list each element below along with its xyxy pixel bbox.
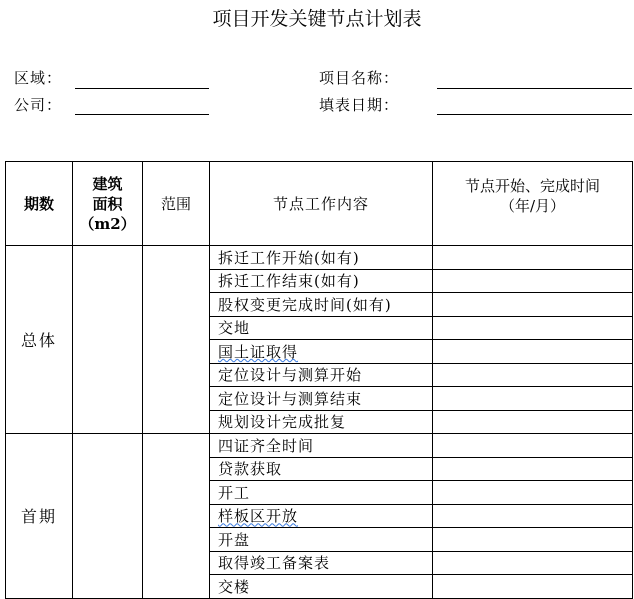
header-time-line1: 节点开始、完成时间 — [464, 177, 600, 195]
node-content-cell: 股权变更完成时间(如有) — [210, 293, 433, 317]
table-header-row — [6, 162, 633, 246]
node-content-cell: 拆迁工作开始(如有) — [210, 246, 433, 270]
header-content: 节点工作内容 — [210, 162, 433, 246]
node-time-cell[interactable] — [433, 504, 633, 528]
node-time-cell[interactable] — [433, 387, 633, 411]
node-time-cell[interactable] — [433, 528, 633, 552]
node-time-cell[interactable] — [433, 340, 633, 364]
node-content-cell: 定位设计与测算开始 — [210, 363, 433, 387]
header-area-line2: 面积 — [92, 194, 123, 213]
area-cell[interactable] — [73, 434, 143, 599]
header-time-line2: （年/月） — [499, 197, 566, 215]
node-content-cell — [210, 504, 433, 528]
node-content-cell: 取得竣工备案表 — [210, 551, 433, 575]
phase-cell-overall: 总体 — [6, 246, 73, 434]
header-time — [433, 162, 633, 246]
node-time-cell[interactable] — [433, 575, 633, 599]
node-content-cell: 交楼 — [210, 575, 433, 599]
header-phase: 期数 — [6, 162, 73, 246]
project-name-input-line[interactable] — [437, 88, 632, 89]
node-content-cell: 四证齐全时间 — [210, 434, 433, 458]
node-time-cell[interactable] — [433, 269, 633, 293]
node-content-cell: 拆迁工作结束(如有) — [210, 269, 433, 293]
node-time-cell[interactable] — [433, 481, 633, 505]
header-scope: 范围 — [143, 162, 210, 246]
node-time-cell[interactable] — [433, 363, 633, 387]
node-content-cell: 交地 — [210, 316, 433, 340]
node-time-cell[interactable] — [433, 457, 633, 481]
header-area-line3: （m2） — [79, 214, 136, 233]
node-time-cell[interactable] — [433, 316, 633, 340]
region-label: 区域： — [14, 69, 63, 87]
company-input-line[interactable] — [75, 114, 209, 115]
node-time-cell[interactable] — [433, 246, 633, 270]
area-cell[interactable] — [73, 246, 143, 434]
fill-date-input-line[interactable] — [437, 114, 632, 115]
table-body — [6, 246, 633, 599]
node-time-cell[interactable] — [433, 551, 633, 575]
node-content-text: 样板区开放 — [218, 507, 299, 526]
phase-cell-first: 首期 — [6, 434, 73, 599]
fill-date-label: 填表日期： — [319, 96, 400, 114]
node-content-cell: 开盘 — [210, 528, 433, 552]
header-area — [73, 162, 143, 246]
schedule-table — [5, 161, 633, 599]
node-time-cell[interactable] — [433, 434, 633, 458]
region-input-line[interactable] — [75, 88, 209, 89]
node-content-text: 国土证取得 — [218, 342, 299, 361]
node-time-cell[interactable] — [433, 293, 633, 317]
node-content-cell: 开工 — [210, 481, 433, 505]
table-row — [6, 434, 633, 458]
company-label: 公司： — [14, 96, 63, 114]
node-content-cell — [210, 340, 433, 364]
project-name-label: 项目名称： — [319, 69, 400, 87]
scope-cell[interactable] — [143, 434, 210, 599]
table-row — [6, 246, 633, 270]
node-content-cell: 贷款获取 — [210, 457, 433, 481]
header-area-line1: 建筑 — [92, 174, 123, 193]
scope-cell[interactable] — [143, 246, 210, 434]
node-content-cell: 规划设计完成批复 — [210, 410, 433, 434]
node-time-cell[interactable] — [433, 410, 633, 434]
node-content-cell: 定位设计与测算结束 — [210, 387, 433, 411]
page-title: 项目开发关键节点计划表 — [212, 8, 422, 30]
